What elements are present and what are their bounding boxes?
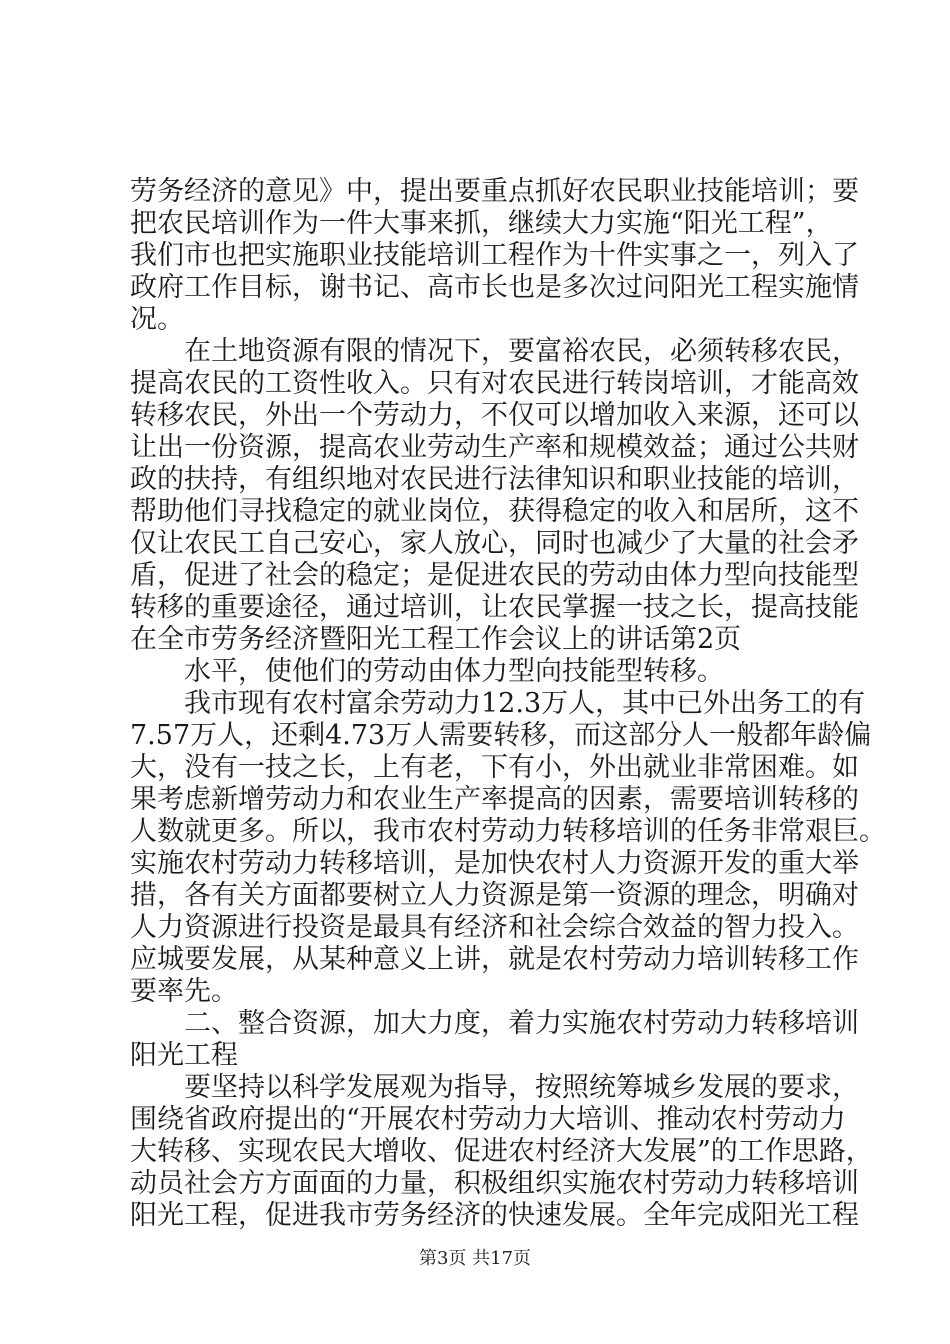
text-line: 要率先。	[130, 976, 238, 1007]
text-line: 把农民培训作为一件大事来抓，继续大力实施“阳光工程”，	[130, 208, 833, 239]
text-line: 水平，使他们的劳动由体力型向技能型转移。	[130, 656, 724, 687]
section-heading-line: 阳光工程	[130, 1040, 238, 1071]
text-line: 我们市也把实施职业技能培训工程作为十件实事之一，列入了	[130, 240, 859, 271]
text-line: 让出一份资源，提高农业劳动生产率和规模效益；通过公共财	[130, 432, 859, 463]
text-line: 仅让农民工自己安心，家人放心，同时也减少了大量的社会矛	[130, 528, 859, 559]
text-line: 人数就更多。所以，我市农村劳动力转移培训的任务非常艰巨。	[130, 816, 886, 847]
text-line: 要坚持以科学发展观为指导，按照统筹城乡发展的要求，	[130, 1072, 859, 1103]
text-line: 围绕省政府提出的“开展农村劳动力大培训、推动农村劳动力	[130, 1104, 846, 1135]
text-line: 动员社会方方面面的力量，积极组织实施农村劳动力转移培训	[130, 1168, 859, 1199]
text-line: 应城要发展，从某种意义上讲，就是农村劳动力培训转移工作	[130, 944, 859, 975]
text-line: 况。	[130, 304, 184, 335]
text-line: 提高农民的工资性收入。只有对农民进行转岗培训，才能高效	[130, 368, 859, 399]
text-line: 实施农村劳动力转移培训，是加快农村人力资源开发的重大举	[130, 848, 859, 879]
text-line: 政的扶持，有组织地对农民进行法律知识和职业技能的培训，	[130, 464, 859, 495]
text-line: 政府工作目标，谢书记、高市长也是多次过问阳光工程实施情	[130, 272, 859, 303]
text-line: 盾，促进了社会的稳定；是促进农民的劳动由体力型向技能型	[130, 560, 859, 591]
text-line: 劳务经济的意见》中，提出要重点抓好农民职业技能培训；要	[130, 176, 859, 207]
text-line: 大转移、实现农民大增收、促进农村经济大发展”的工作思路，	[130, 1136, 873, 1167]
page-header-line: 在全市劳务经济暨阳光工程工作会议上的讲话第2页	[130, 624, 742, 655]
text-line: 果考虑新增劳动力和农业生产率提高的因素，需要培训转移的	[130, 784, 859, 815]
text-line: 转移农民，外出一个劳动力，不仅可以增加收入来源，还可以	[130, 400, 859, 431]
text-line: 我市现有农村富余劳动力12.3万人，其中已外出务工的有	[130, 688, 866, 719]
text-line: 在土地资源有限的情况下，要富裕农民，必须转移农民，	[130, 336, 859, 367]
section-heading-line: 二、整合资源，加大力度，着力实施农村劳动力转移培训	[130, 1008, 859, 1039]
text-line: 帮助他们寻找稳定的就业岗位，获得稳定的收入和居所，这不	[130, 496, 859, 527]
text-line: 阳光工程，促进我市劳务经济的快速发展。全年完成阳光工程	[130, 1200, 859, 1231]
page-number-footer: 第3页 共17页	[418, 1248, 532, 1269]
text-line: 转移的重要途径，通过培训，让农民掌握一技之长，提高技能	[130, 592, 859, 623]
text-line: 措，各有关方面都要树立人力资源是第一资源的理念，明确对	[130, 880, 859, 911]
text-line: 7.57万人，还剩4.73万人需要转移，而这部分人一般都年龄偏	[130, 720, 872, 751]
text-line: 人力资源进行投资是最具有经济和社会综合效益的智力投入。	[130, 912, 859, 943]
text-line: 大，没有一技之长，上有老，下有小，外出就业非常困难。如	[130, 752, 859, 783]
